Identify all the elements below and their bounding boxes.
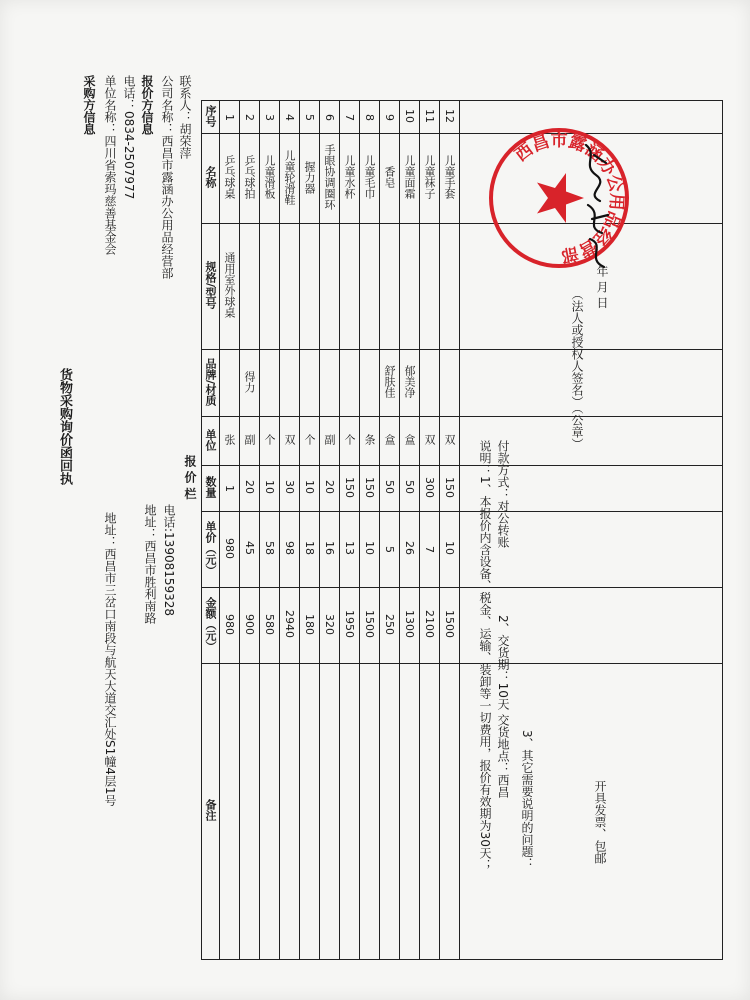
column-header-label: 数量	[204, 476, 217, 499]
table-cell	[360, 588, 380, 664]
table-cell	[260, 588, 280, 664]
column-header-label: 金额（元）	[204, 596, 217, 652]
table-cell	[340, 350, 360, 417]
table-cell-text: 9	[383, 113, 396, 121]
table-cell	[360, 417, 380, 466]
table-cell	[360, 350, 380, 417]
table-cell	[420, 512, 440, 588]
table-cell-text: 盒	[403, 434, 416, 446]
table-cell-text: 得力	[243, 370, 256, 393]
table-cell-text: 1500	[363, 610, 376, 639]
table-cell	[220, 134, 240, 224]
table-cell-text: 26	[403, 541, 416, 556]
table-cell	[260, 664, 280, 960]
table-cell	[280, 417, 300, 466]
column-header-label: 品牌/材质	[204, 357, 217, 406]
table-cell	[400, 466, 420, 512]
note-3: 3、其它需要说明的问题：	[520, 730, 534, 870]
table-cell	[340, 134, 360, 224]
table-cell	[280, 350, 300, 417]
table-cell	[260, 350, 280, 417]
table-cell	[360, 512, 380, 588]
column-header-label: 备注	[204, 799, 217, 822]
table-cell	[220, 588, 240, 664]
purchaser-phone: 电话：0834-2507977	[122, 75, 136, 200]
table-cell	[240, 512, 260, 588]
purchaser-address: 地址：西昌市三岔口南段与航天大道交汇处S1幢4层1号	[103, 512, 117, 807]
table-cell-text: 舒肤佳	[383, 365, 396, 399]
table-cell	[260, 417, 280, 466]
table-cell	[400, 664, 420, 960]
table-cell-text: 双	[283, 434, 296, 446]
table-cell-text: 30	[283, 480, 296, 495]
table-cell	[440, 417, 460, 466]
column-header	[202, 664, 220, 960]
table-cell	[380, 224, 400, 350]
table-field-row	[202, 224, 723, 350]
table-cell	[280, 466, 300, 512]
quote-table	[201, 100, 723, 960]
quoter-heading: 报价方信息	[140, 75, 154, 135]
table-cell	[400, 101, 420, 134]
table-cell	[240, 664, 260, 960]
table-cell	[360, 224, 380, 350]
table-cell	[400, 134, 420, 224]
table-cell-text: 150	[443, 476, 456, 498]
table-cell-text: 个	[343, 434, 356, 446]
table-cell-text: 儿童水杯	[343, 155, 356, 200]
table-cell-text: 盒	[383, 434, 396, 446]
column-header-label: 名称	[204, 166, 217, 189]
table-cell-text: 45	[243, 541, 256, 556]
table-cell	[400, 588, 420, 664]
table-field-row	[202, 134, 723, 224]
table-cell	[280, 512, 300, 588]
table-cell	[340, 101, 360, 134]
table-cell	[340, 588, 360, 664]
column-header	[202, 512, 220, 588]
table-cell-text: 1500	[443, 610, 456, 639]
table-cell-text: 50	[403, 480, 416, 495]
table-cell-text: 98	[283, 541, 296, 556]
table-cell-text: 10	[303, 480, 316, 495]
table-cell-text: 150	[343, 476, 356, 498]
table-cell-text: 320	[323, 613, 336, 635]
table-cell-text: 50	[383, 480, 396, 495]
table-cell-text: 握力器	[303, 160, 316, 194]
quoter-company: 公司名称：西昌市露涵办公用品经营部	[160, 75, 174, 279]
table-field-row	[202, 588, 723, 664]
table-cell	[300, 101, 320, 134]
table-cell	[240, 224, 260, 350]
table-cell-text: 8	[363, 113, 376, 121]
table-field-row	[202, 664, 723, 960]
table-cell	[280, 588, 300, 664]
table-cell	[300, 350, 320, 417]
table-cell	[340, 512, 360, 588]
table-cell	[300, 466, 320, 512]
table-cell	[440, 588, 460, 664]
table-blank-cell	[460, 350, 723, 417]
table-cell	[420, 417, 440, 466]
table-cell-text: 4	[283, 113, 296, 121]
table-cell	[420, 588, 440, 664]
table-cell	[300, 224, 320, 350]
table-cell	[220, 101, 240, 134]
table-cell-text: 儿童手套	[443, 155, 456, 200]
table-cell	[360, 101, 380, 134]
table-cell-text: 1300	[403, 610, 416, 639]
table-field-row	[202, 512, 723, 588]
table-cell-text: 250	[383, 613, 396, 635]
table-cell	[240, 134, 260, 224]
table-cell	[220, 512, 240, 588]
column-header-label: 单位	[204, 428, 217, 451]
table-cell	[240, 350, 260, 417]
table-cell	[260, 134, 280, 224]
table-cell-text: 13	[343, 541, 356, 556]
table-cell	[300, 134, 320, 224]
handwritten-signature	[578, 135, 614, 285]
column-header	[202, 417, 220, 466]
table-cell-text: 980	[223, 537, 236, 559]
table-cell	[340, 664, 360, 960]
table-cell-text: 18	[303, 541, 316, 556]
table-cell-text: 儿童面霜	[403, 155, 416, 200]
table-cell	[360, 466, 380, 512]
table-cell	[280, 664, 300, 960]
table-cell	[360, 134, 380, 224]
table-cell-text: 10	[443, 541, 456, 556]
table-cell-text: 个	[303, 434, 316, 446]
table-cell	[400, 224, 420, 350]
table-cell-text: 3	[263, 113, 276, 121]
table-cell	[380, 512, 400, 588]
table-cell-text: 条	[363, 434, 376, 446]
table-cell	[380, 134, 400, 224]
table-cell	[440, 224, 460, 350]
date-line: 年 月 日	[595, 265, 609, 309]
table-cell-text: 7	[343, 113, 356, 121]
table-cell	[420, 134, 440, 224]
note-2: 2、交货期：10天 交货地点：西昌	[496, 615, 510, 798]
table-cell	[320, 134, 340, 224]
column-header-label: 规格/型号	[204, 261, 217, 310]
table-cell-text: 5	[303, 113, 316, 121]
table-cell	[320, 224, 340, 350]
table-cell-text: 张	[223, 434, 236, 446]
table-cell-text: 10	[403, 108, 416, 123]
table-cell-text: 300	[423, 476, 436, 498]
table-cell	[220, 664, 240, 960]
table-cell-text: 2	[243, 113, 256, 121]
table-cell	[240, 417, 260, 466]
table-cell	[380, 101, 400, 134]
column-header-label: 单价（元）	[204, 520, 217, 576]
table-cell	[240, 466, 260, 512]
table-cell-text: 儿童滑板	[263, 155, 276, 200]
table-cell	[440, 466, 460, 512]
seal-text: 西昌市露涵办公用品经营部	[511, 130, 627, 266]
table-cell-text: 1950	[343, 610, 356, 639]
table-cell	[300, 664, 320, 960]
table-field-row	[202, 101, 723, 134]
table-cell	[380, 466, 400, 512]
table-cell	[260, 512, 280, 588]
table-cell-text: 乒乓球拍	[243, 155, 256, 200]
table-cell	[320, 350, 340, 417]
table-cell	[320, 101, 340, 134]
table-cell-text: 郁美净	[403, 365, 416, 399]
purchaser-unit-name: 单位名称：四川省索玛慈善基金会	[103, 75, 117, 255]
table-cell	[320, 512, 340, 588]
table-cell-text: 900	[243, 613, 256, 635]
table-cell-text: 580	[263, 613, 276, 635]
quoter-address: 地址：西昌市胜利南路	[143, 504, 157, 624]
document-title: 货物采购询价函回执	[57, 368, 72, 485]
payment-terms: 付款方式：对公转账	[496, 440, 510, 548]
table-cell	[360, 664, 380, 960]
table-cell-text: 2100	[423, 610, 436, 639]
table-cell-text: 双	[443, 434, 456, 446]
column-header	[202, 350, 220, 417]
table-cell-text: 150	[363, 476, 376, 498]
table-cell	[240, 588, 260, 664]
signature-line: （法人或授权人签名）（公章）	[570, 288, 584, 450]
table-cell	[440, 134, 460, 224]
table-cell	[440, 350, 460, 417]
table-cell-text: 手眼协调圈环	[323, 144, 336, 211]
table-cell	[380, 417, 400, 466]
table-cell	[320, 417, 340, 466]
seal-star-icon	[537, 173, 584, 223]
table-cell	[300, 417, 320, 466]
table-cell	[320, 588, 340, 664]
table-cell	[400, 350, 420, 417]
note-1: 说明：1、本报价内含设备、税金、运输、装卸等一切费用，报价有效期为30天；	[478, 440, 492, 871]
table-cell	[440, 664, 460, 960]
table-cell-text: 12	[443, 108, 456, 123]
table-cell	[420, 350, 440, 417]
quoter-phone: 电话:13908159328	[162, 504, 176, 617]
table-cell-text: 副	[243, 434, 256, 446]
table-cell	[260, 101, 280, 134]
table-cell-text: 双	[423, 434, 436, 446]
table-cell	[420, 664, 440, 960]
table-cell-text: 10	[363, 541, 376, 556]
table-cell-text: 1	[223, 113, 236, 121]
table-cell	[340, 224, 360, 350]
table-cell-text: 58	[263, 541, 276, 556]
column-header	[202, 134, 220, 224]
table-cell	[300, 512, 320, 588]
table-cell	[260, 224, 280, 350]
table-field-row	[202, 466, 723, 512]
table-cell	[220, 466, 240, 512]
table-cell-text: 6	[323, 113, 336, 121]
column-header-label: 序号	[204, 104, 217, 127]
table-cell-text: 5	[383, 546, 396, 554]
table-cell-text: 通用室外球桌	[223, 252, 236, 319]
table-cell-text: 20	[243, 480, 256, 495]
table-cell	[420, 224, 440, 350]
table-cell-text: 20	[323, 480, 336, 495]
table-cell-text: 10	[263, 480, 276, 495]
table-cell	[220, 350, 240, 417]
column-header	[202, 101, 220, 134]
table-cell-text: 1	[223, 485, 236, 493]
table-field-row	[202, 417, 723, 466]
table-cell-text: 180	[303, 613, 316, 635]
table-cell	[340, 466, 360, 512]
table-cell-text: 11	[423, 108, 436, 123]
table-field-row	[202, 350, 723, 417]
table-cell-text: 16	[323, 541, 336, 556]
table-cell	[260, 466, 280, 512]
column-header	[202, 224, 220, 350]
table-cell	[380, 588, 400, 664]
table-cell	[440, 101, 460, 134]
table-cell	[320, 664, 340, 960]
invoice-note: 开具发票、包邮	[593, 780, 607, 864]
table-cell	[380, 350, 400, 417]
table-cell	[280, 101, 300, 134]
table-cell	[280, 224, 300, 350]
table-cell-text: 儿童毛巾	[363, 155, 376, 200]
table-cell	[280, 134, 300, 224]
table-cell-text: 乒乓球桌	[223, 155, 236, 200]
table-cell	[300, 588, 320, 664]
table-cell-text: 980	[223, 613, 236, 635]
table-cell-text: 7	[423, 546, 436, 554]
column-header	[202, 588, 220, 664]
table-cell	[320, 466, 340, 512]
table-cell	[440, 512, 460, 588]
table-cell-text: 香皂	[383, 166, 396, 189]
column-header	[202, 466, 220, 512]
table-cell	[240, 101, 260, 134]
table-cell-text: 2940	[283, 610, 296, 639]
table-cell	[420, 466, 440, 512]
table-cell	[400, 512, 420, 588]
table-cell	[380, 664, 400, 960]
section-label: 报 价 栏	[183, 455, 197, 500]
table-cell	[420, 101, 440, 134]
table-cell-text: 个	[263, 434, 276, 446]
table-cell	[220, 417, 240, 466]
purchaser-heading: 采购方信息	[82, 75, 96, 135]
table-cell	[220, 224, 240, 350]
table-cell	[400, 417, 420, 466]
table-cell-text: 儿童轮滑鞋	[283, 149, 296, 205]
table-cell-text: 副	[323, 434, 336, 446]
table-cell	[340, 417, 360, 466]
table-cell-text: 儿童袜子	[423, 155, 436, 200]
quoter-contact: 联系人：胡荣萍	[178, 75, 192, 159]
